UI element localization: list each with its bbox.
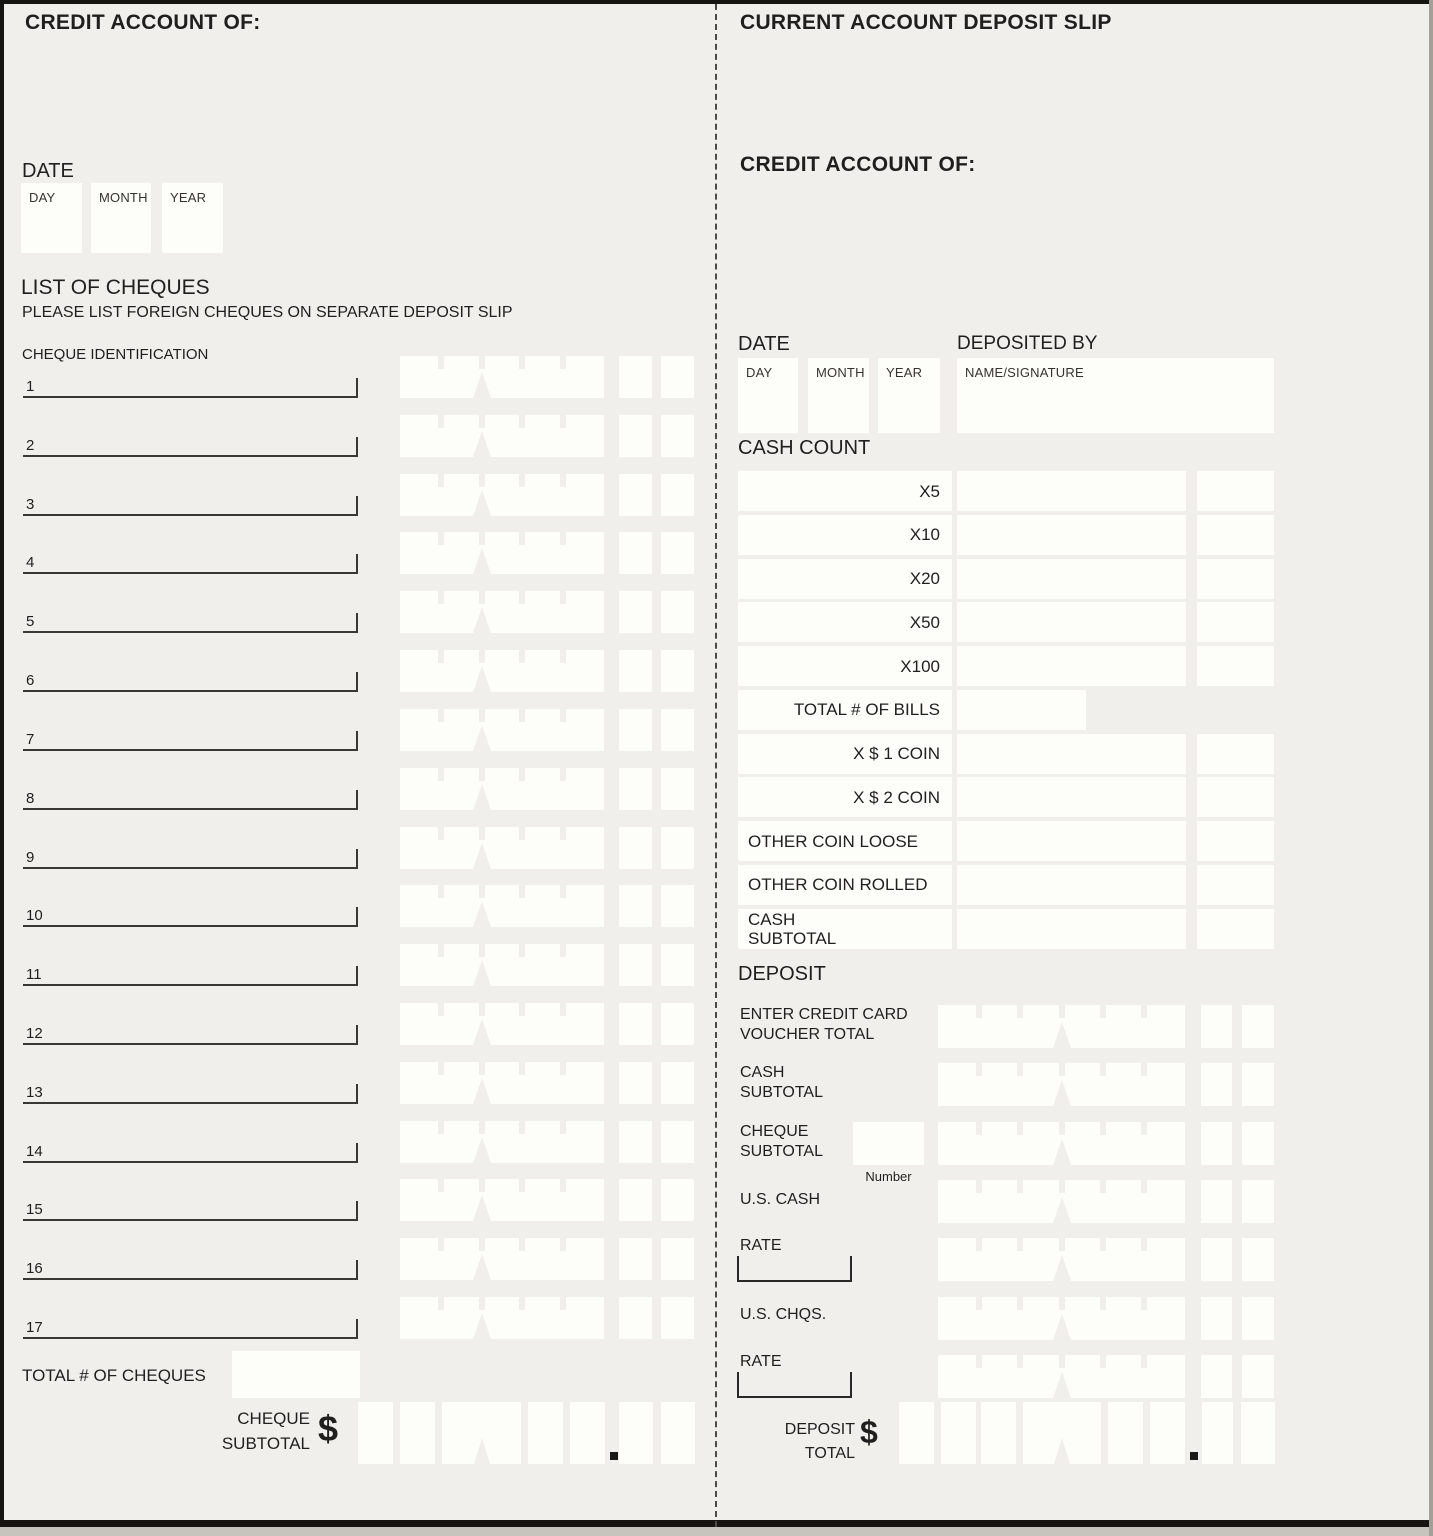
cash-count-heading: CASH COUNT <box>738 437 871 459</box>
right-panel-title: CURRENT ACCOUNT DEPOSIT SLIP <box>740 11 1112 34</box>
cash-count-label-line: X $ 1 COIN <box>853 744 940 763</box>
cheque-row-number: 6 <box>26 672 35 690</box>
cent-digit-box[interactable] <box>1241 1402 1275 1464</box>
deposit-label-line: U.S. CASH <box>740 1191 821 1208</box>
cheque-row-number: 17 <box>26 1319 43 1337</box>
cheque-row-number: 9 <box>26 848 35 866</box>
cent-digit-box[interactable] <box>1202 1402 1233 1464</box>
right-day-label: DAY <box>746 365 773 380</box>
right-date-label: DATE <box>738 333 790 355</box>
right-month-label: MONTH <box>816 365 865 380</box>
cheque-row-number: 11 <box>26 966 42 984</box>
cheque-row-number: 12 <box>26 1025 43 1043</box>
cheque-subtotal-dollar-sign: $ <box>318 1408 339 1449</box>
dollar-digit-box[interactable] <box>1108 1402 1143 1464</box>
left-panel-title: CREDIT ACCOUNT OF: <box>25 11 261 34</box>
cheque-row-number: 5 <box>26 613 35 631</box>
cash-count-label-line: CASH <box>748 909 796 929</box>
deposit-total-line2: TOTAL <box>804 1445 855 1462</box>
number-caption: Number <box>865 1169 912 1184</box>
name-signature-label: NAME/SIGNATURE <box>965 365 1084 380</box>
dollar-digit-box[interactable] <box>1023 1402 1058 1464</box>
cash-count-label-line: SUBTOTAL <box>748 928 837 948</box>
deposit-label-line: SUBTOTAL <box>740 1142 823 1160</box>
deposit-total-line1: DEPOSIT <box>784 1421 855 1438</box>
left-date-label: DATE <box>22 160 74 182</box>
cash-count-label-line: X $ 2 COIN <box>853 787 940 807</box>
right-year-label: YEAR <box>886 365 923 380</box>
cash-count-label-line: X50 <box>909 612 940 632</box>
decimal-point <box>1190 1452 1198 1460</box>
cheque-row-number: 13 <box>26 1083 43 1101</box>
dollar-digit-box[interactable] <box>899 1402 934 1464</box>
left-month-label: MONTH <box>99 190 148 205</box>
cheque-identification-label: CHEQUE IDENTIFICATION <box>22 346 209 363</box>
deposit-label-line: RATE <box>740 1353 782 1370</box>
cash-count-label-line: X100 <box>900 656 940 676</box>
deposit-label-line: ENTER CREDIT CARD <box>740 1006 908 1023</box>
foreign-cheques-note: PLEASE LIST FOREIGN CHEQUES ON SEPARATE DEPOSIT SLIP <box>22 304 513 321</box>
dollar-digit-box[interactable] <box>941 1402 976 1464</box>
cheque-subtotal-line1: CHEQUE <box>237 1409 310 1428</box>
left-day-label: DAY <box>29 190 56 205</box>
deposit-label-line: VOUCHER TOTAL <box>740 1025 875 1043</box>
cheque-row-number: 15 <box>26 1201 43 1219</box>
cheque-row-number: 2 <box>26 436 35 454</box>
cash-count-label-line: X20 <box>909 569 940 588</box>
deposit-heading: DEPOSIT <box>738 963 826 985</box>
comma-notch <box>1054 1438 1070 1464</box>
deposit-total-dollar-sign: $ <box>860 1414 878 1450</box>
cash-count-label-line: OTHER COIN LOOSE <box>748 831 919 851</box>
cheque-row-number: 8 <box>26 789 35 807</box>
left-year-label: YEAR <box>170 190 207 205</box>
cash-count-label-line: OTHER COIN ROLLED <box>748 875 928 895</box>
cheque-row-number: 7 <box>26 730 35 748</box>
cheque-row-number: 14 <box>26 1142 43 1160</box>
cheque-row-number: 10 <box>26 907 43 925</box>
deposit-label-line: CHEQUE <box>740 1123 809 1140</box>
deposited-by-label: DEPOSITED BY <box>957 333 1098 354</box>
cheque-row-number: 4 <box>26 554 35 572</box>
cash-count-label-line: TOTAL # OF BILLS <box>793 700 940 720</box>
right-credit-account-label: CREDIT ACCOUNT OF: <box>740 153 976 176</box>
cheque-row-number: 16 <box>26 1260 43 1278</box>
total-cheques-label: TOTAL # OF CHEQUES <box>22 1366 206 1385</box>
cash-count-label-line: X5 <box>919 481 940 501</box>
deposit-label-line: CASH <box>740 1064 785 1081</box>
cheque-row-number: 3 <box>26 495 35 513</box>
cheque-row-number: 1 <box>26 378 35 395</box>
cash-count-label-line: X10 <box>909 525 940 545</box>
list-of-cheques-heading: LIST OF CHEQUES <box>21 276 210 299</box>
dollar-digit-box[interactable] <box>1066 1402 1101 1464</box>
deposit-label-line: SUBTOTAL <box>740 1083 823 1101</box>
dollar-digit-box[interactable] <box>981 1402 1016 1464</box>
deposit-label-line: RATE <box>740 1237 782 1254</box>
comma-connector <box>1057 1402 1067 1464</box>
deposit-label-line: U.S. CHQS. <box>740 1306 827 1323</box>
cheque-subtotal-line2: SUBTOTAL <box>221 1434 310 1453</box>
dollar-digit-box[interactable] <box>1150 1402 1185 1464</box>
